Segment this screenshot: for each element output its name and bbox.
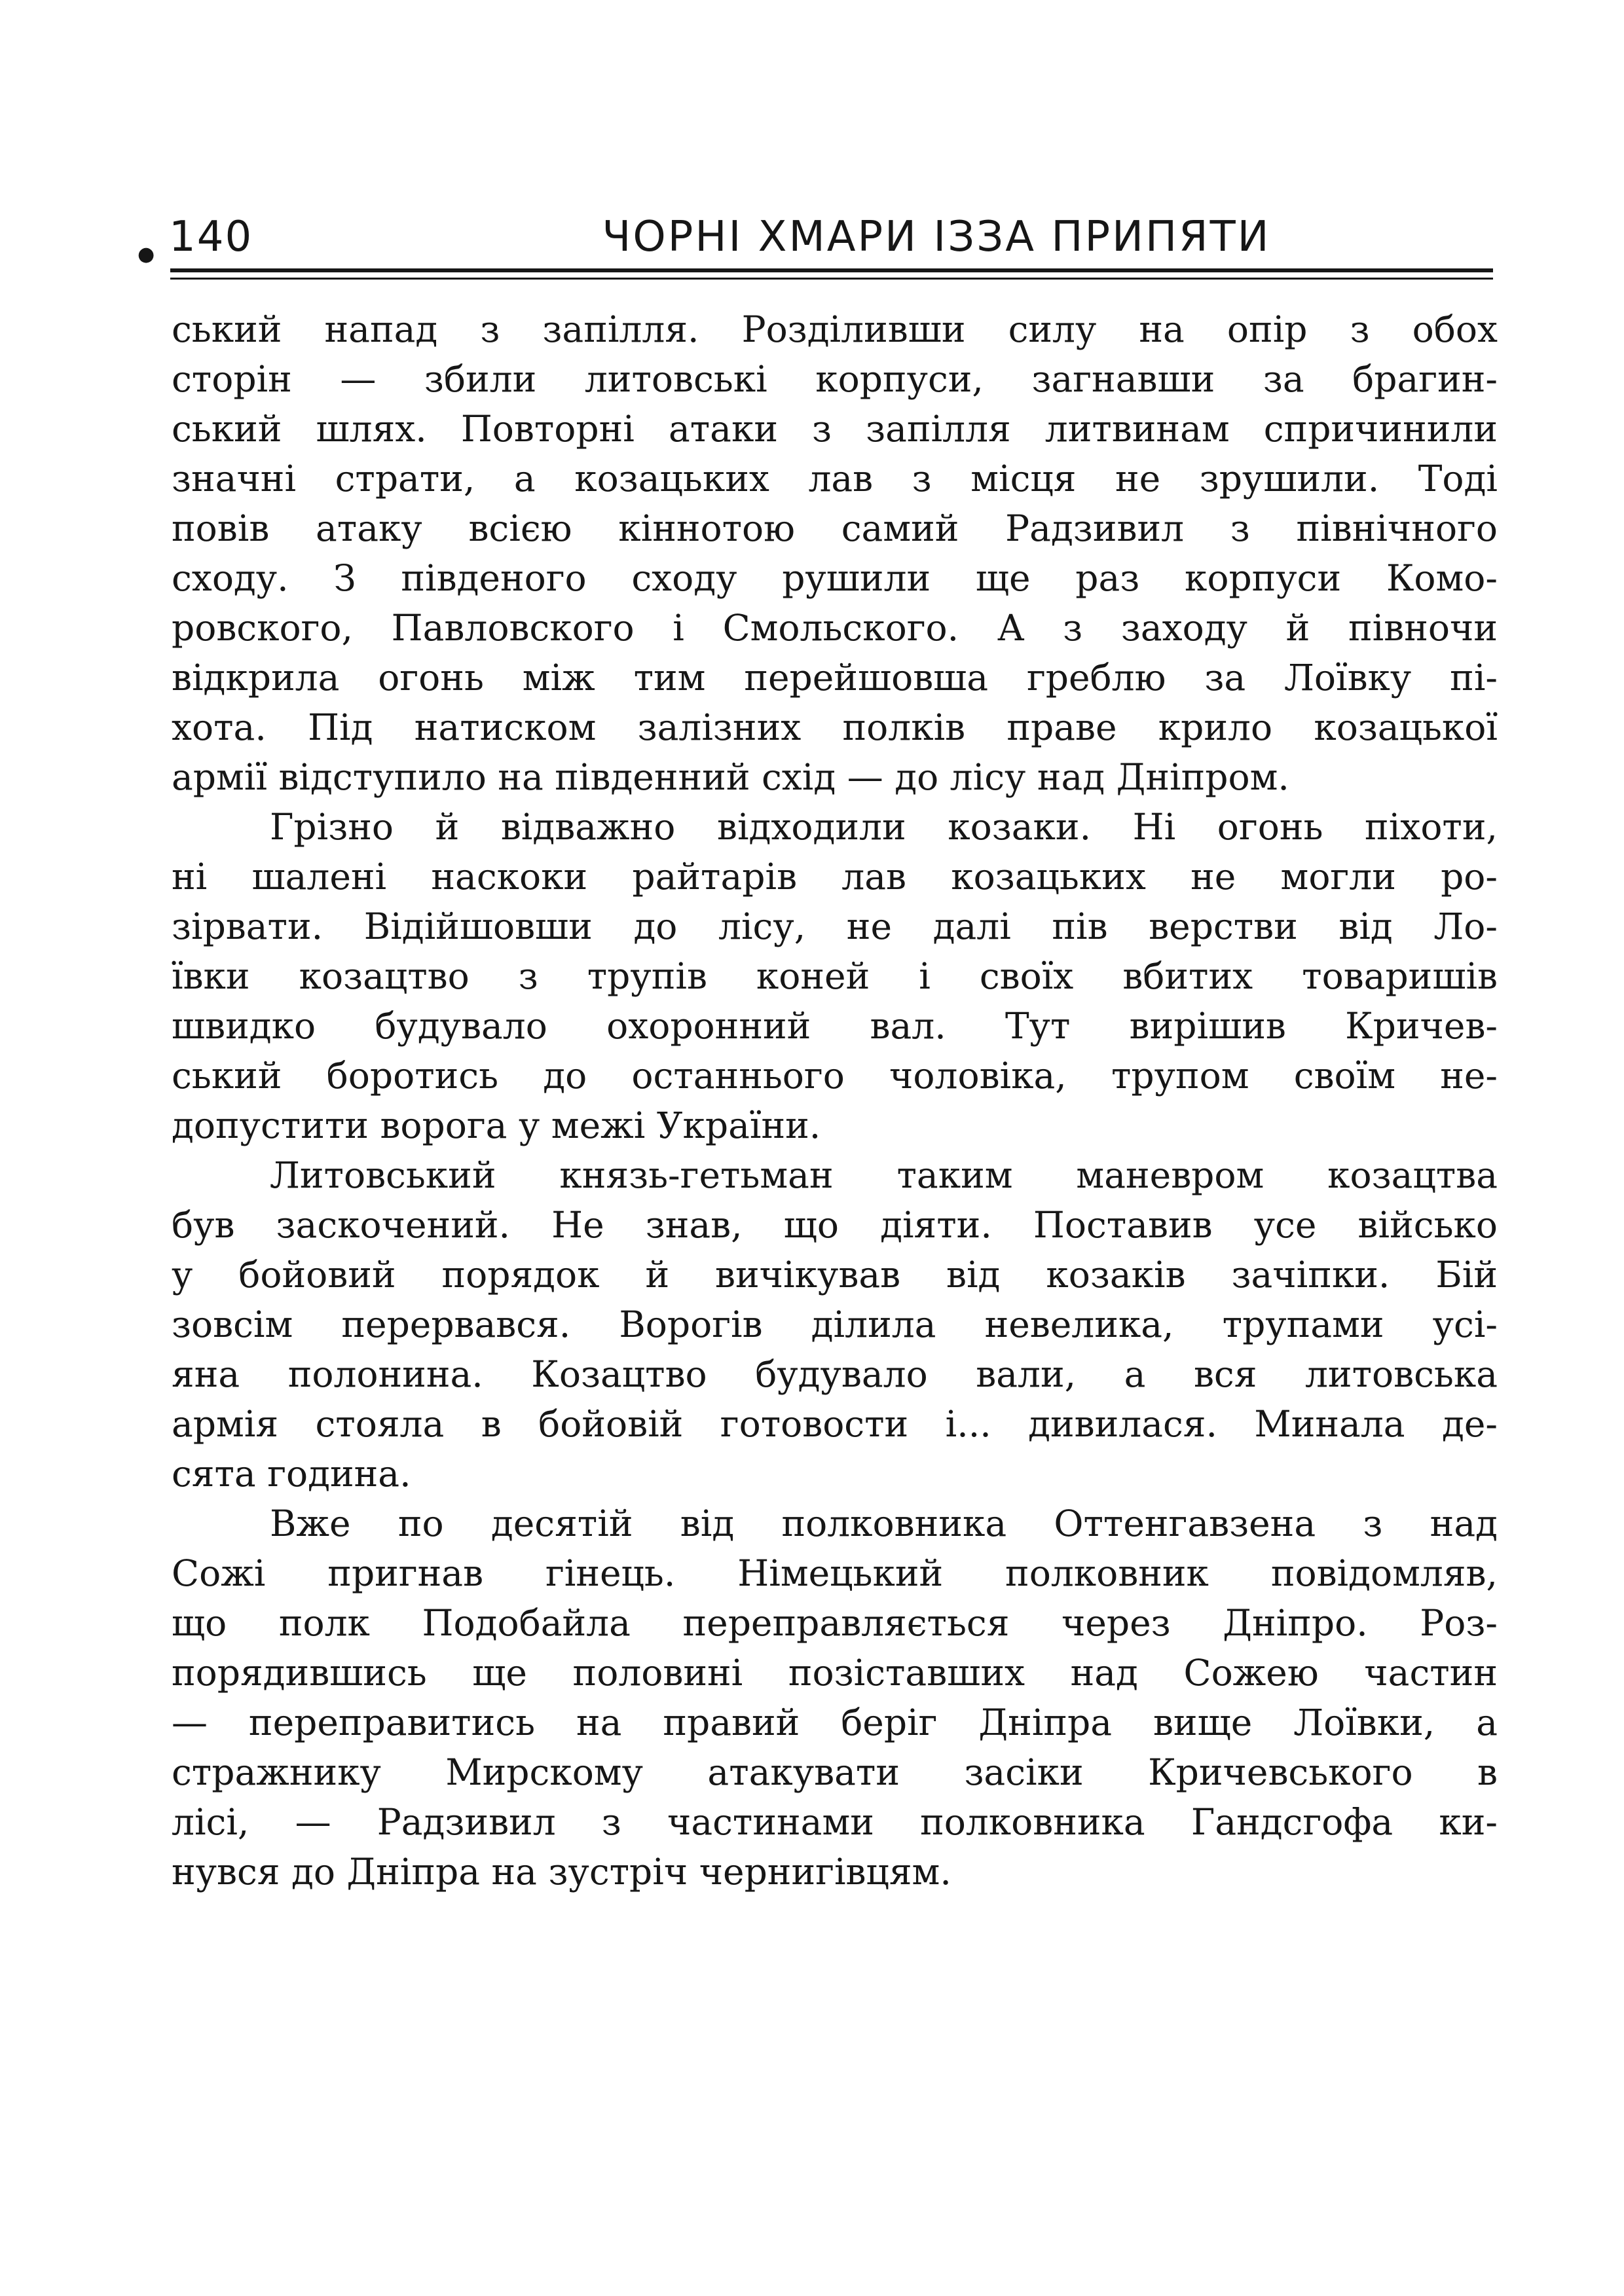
text-line: значні страти, а козацьких лав з місця не зрушили. Тоді xyxy=(172,458,1498,500)
page-header xyxy=(131,211,1493,266)
text-line: допустити ворога у межі України. xyxy=(172,1104,821,1146)
text-line: Литовський князь-гетьман таким маневром козацтва xyxy=(270,1154,1498,1196)
text-line: сходу. З південого сходу рушили ще раз корпуси Комо- xyxy=(172,557,1498,599)
bullet-icon: ● xyxy=(138,243,157,266)
text-line: ський напад з запілля. Розділивши силу на опір з обох xyxy=(172,308,1498,350)
text-line: ровского, Павловского і Смольского. А з заходу й півночи xyxy=(172,607,1498,649)
text-line: лісі, — Радзивил з частинами полковника Гандсгофа ки- xyxy=(172,1801,1498,1843)
text-line: нувся до Дніпра на зустріч чернигівцям. xyxy=(172,1851,951,1893)
text-line: відкрила огонь між тим перейшовша греблю за Лоївку пі- xyxy=(172,657,1498,699)
text-line: ївки козацтво з трупів коней і своїх вбитих товаришів xyxy=(172,955,1498,997)
text-line: повів атаку всією кіннотою самий Радзивил з північного xyxy=(172,507,1498,549)
text-line: зірвати. Відійшовши до лісу, не далі пів верстви від Ло- xyxy=(172,905,1498,947)
text-line: — переправитись на правий беріг Дніпра вище Лоївки, а xyxy=(172,1702,1498,1743)
paragraph xyxy=(172,802,1498,1150)
header-rule-thick xyxy=(170,268,1493,272)
text-line: зовсім перервався. Ворогів ділила невелика, трупами усі- xyxy=(172,1303,1498,1345)
paragraph xyxy=(172,1150,1498,1499)
text-line: у бойовий порядок й вичікував від козаків зачіпки. Бій xyxy=(172,1254,1498,1296)
text-line: що полк Подобайла переправляється через Дніпро. Роз- xyxy=(172,1602,1498,1644)
text-line: сята година. xyxy=(172,1453,411,1495)
text-line: армії відступило на південний схід — до лісу над Дніпром. xyxy=(172,756,1289,798)
running-title: ЧОРНІ ХМАРИ ІЗЗА ПРИПЯТИ xyxy=(602,213,1271,261)
text-line: Вже по десятій від полковника Оттенгавзена з над xyxy=(270,1503,1498,1544)
text-line: ні шалені наскоки райтарів лав козацьких не могли ро- xyxy=(172,856,1498,898)
text-line: порядившись ще половині позіставших над Сожею частин xyxy=(172,1652,1498,1694)
header-rule-thin xyxy=(170,278,1493,280)
text-line: Сожі пригнав гінець. Німецький полковник повідомляв, xyxy=(172,1552,1498,1594)
text-line: армія стояла в бойовій готовости і... дивилася. Минала де- xyxy=(172,1403,1498,1445)
text-line: сторін — збили литовські корпуси, загнавши за брагин- xyxy=(172,358,1498,400)
text-line: був заскочений. Не знав, що діяти. Поставив усе військо xyxy=(172,1204,1498,1246)
text-line: швидко будувало охоронний вал. Тут вирішив Кричев- xyxy=(172,1005,1498,1047)
text-line: яна полонина. Козацтво будувало вали, а вся литовська xyxy=(172,1353,1498,1395)
paragraph xyxy=(172,304,1498,802)
text-line: Грізно й відважно відходили козаки. Ні огонь піхоти, xyxy=(270,806,1498,848)
page-number: 140 xyxy=(169,213,253,261)
paragraph xyxy=(172,1499,1498,1897)
body-text xyxy=(172,304,1498,1897)
text-line: хота. Під натиском залізних полків праве крило козацької xyxy=(172,706,1498,748)
text-line: ський боротись до останнього чоловіка, трупом своїм не- xyxy=(172,1055,1498,1097)
text-line: ський шлях. Повторні атаки з запілля литвинам спричинили xyxy=(172,408,1498,450)
text-line: стражнику Мирскому атакувати засіки Кричевського в xyxy=(172,1751,1498,1793)
